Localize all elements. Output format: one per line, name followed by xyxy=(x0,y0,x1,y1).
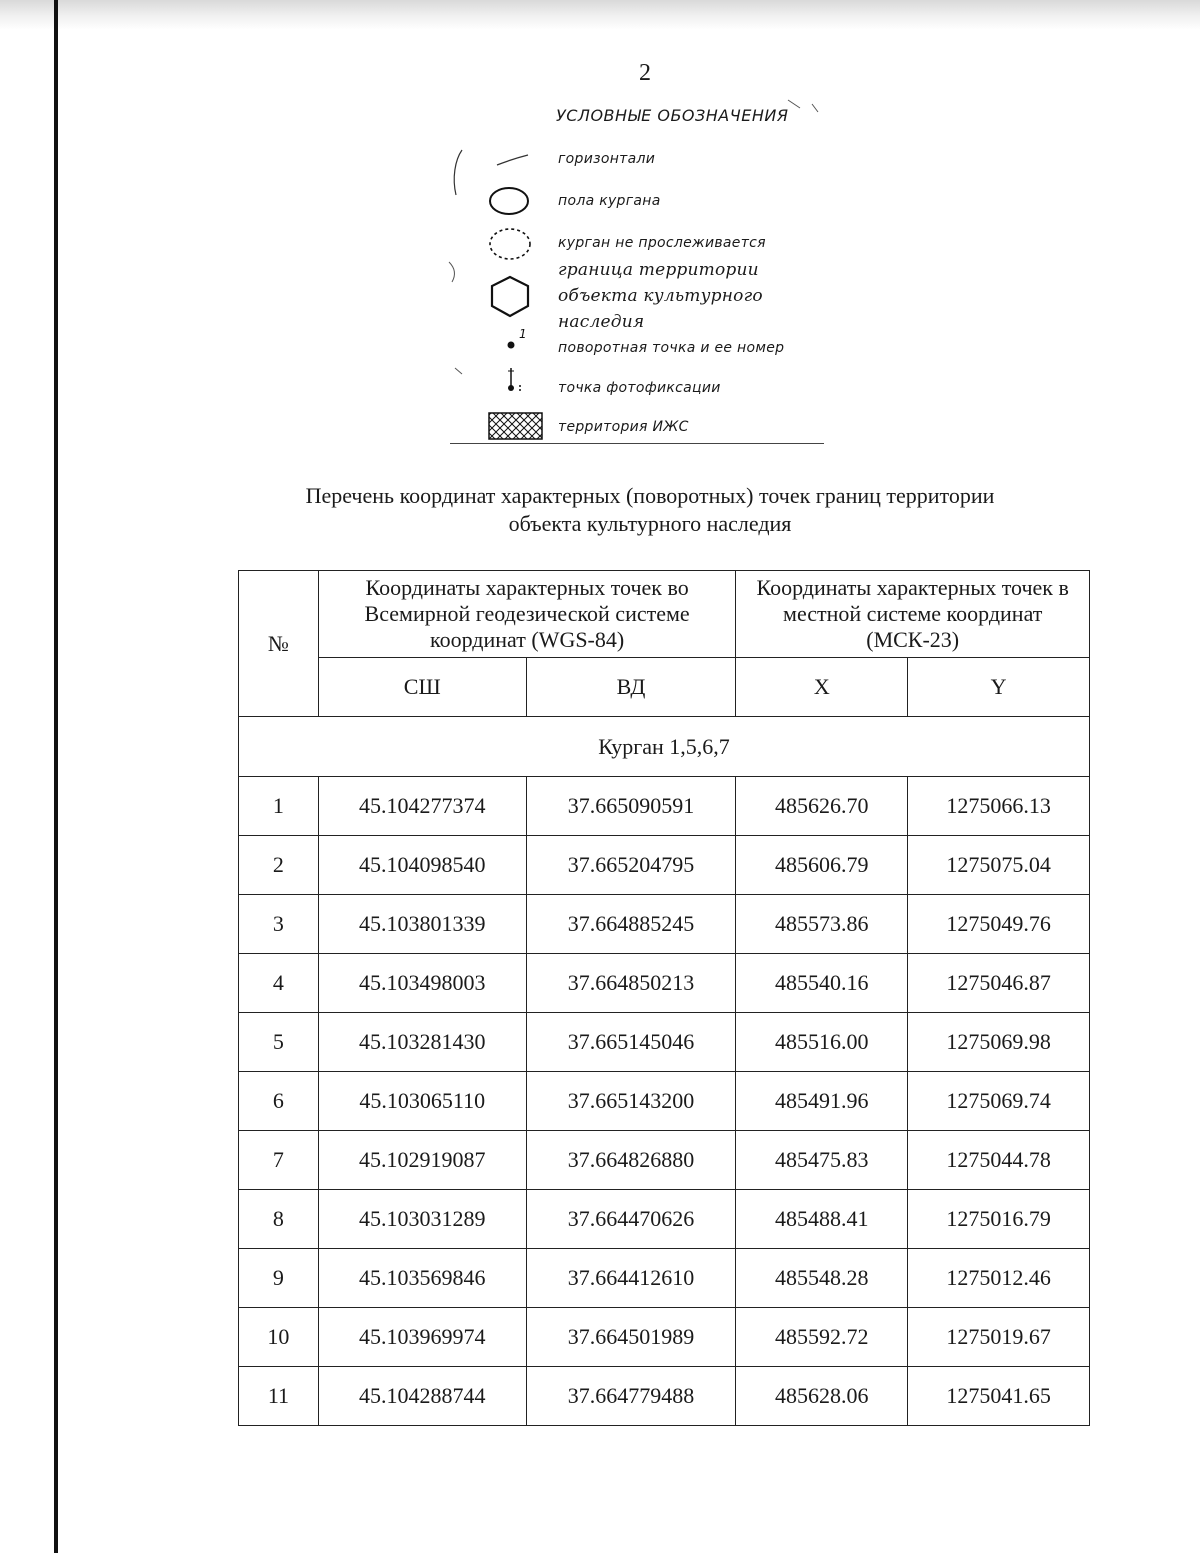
cell-x: 485491.96 xyxy=(736,1072,908,1131)
legend-label-turning-point: поворотная точка и ее номер xyxy=(558,340,785,356)
legend-label-boundary-line2: объекта культурного xyxy=(558,286,763,306)
cell-lon: 37.664885245 xyxy=(526,895,736,954)
cell-no: 7 xyxy=(239,1131,319,1190)
cell-lat: 45.103969974 xyxy=(318,1308,526,1367)
table-row xyxy=(239,1249,1090,1308)
section-label: Курган 1,5,6,7 xyxy=(239,717,1090,777)
cell-y: 1275066.13 xyxy=(908,777,1090,836)
hexagon-icon xyxy=(492,277,528,316)
turning-point-icon xyxy=(508,327,527,349)
table-row xyxy=(239,1131,1090,1190)
cell-x: 485628.06 xyxy=(736,1367,908,1426)
cell-x: 485606.79 xyxy=(736,836,908,895)
table-body xyxy=(239,717,1090,1426)
dashed-ellipse-icon xyxy=(490,229,530,259)
table-row xyxy=(239,1190,1090,1249)
header-x: X xyxy=(736,658,908,717)
cell-lat: 45.104098540 xyxy=(318,836,526,895)
cell-lon: 37.665090591 xyxy=(526,777,736,836)
header-wgs84-group: Координаты характерных точек во Всемирной геодезической системе координат (WGS-84) xyxy=(318,571,736,658)
legend-label-mound-not-traced: курган не прослеживается xyxy=(558,235,766,251)
ellipse-icon xyxy=(490,188,528,214)
cell-no: 4 xyxy=(239,954,319,1013)
table-row xyxy=(239,836,1090,895)
cell-lat: 45.103281430 xyxy=(318,1013,526,1072)
cell-y: 1275049.76 xyxy=(908,895,1090,954)
cell-lat: 45.103065110 xyxy=(318,1072,526,1131)
table-row xyxy=(239,954,1090,1013)
cell-no: 1 xyxy=(239,777,319,836)
header-msk23-group: Координаты характерных точек в местной системе координат (МСК-23) xyxy=(736,571,1090,658)
cell-y: 1275019.67 xyxy=(908,1308,1090,1367)
cell-no: 8 xyxy=(239,1190,319,1249)
cell-lon: 37.664850213 xyxy=(526,954,736,1013)
cell-y: 1275012.46 xyxy=(908,1249,1090,1308)
cell-lat: 45.103031289 xyxy=(318,1190,526,1249)
cell-x: 485540.16 xyxy=(736,954,908,1013)
cell-lat: 45.103498003 xyxy=(318,954,526,1013)
cell-y: 1275044.78 xyxy=(908,1131,1090,1190)
page-number: 2 xyxy=(639,60,651,86)
cell-no: 6 xyxy=(239,1072,319,1131)
cell-y: 1275075.04 xyxy=(908,836,1090,895)
legend-divider xyxy=(450,443,824,444)
legend-title: УСЛОВНЫЕ ОБОЗНАЧЕНИЯ xyxy=(556,106,789,125)
cell-lat: 45.103801339 xyxy=(318,895,526,954)
cell-y: 1275069.98 xyxy=(908,1013,1090,1072)
legend-label-boundary-line1: граница территории xyxy=(558,260,759,280)
cell-x: 485548.28 xyxy=(736,1249,908,1308)
table-row xyxy=(239,1367,1090,1426)
cell-y: 1275069.74 xyxy=(908,1072,1090,1131)
legend-label-photo-point: точка фотофиксации xyxy=(558,380,721,396)
cell-no: 3 xyxy=(239,895,319,954)
svg-text:1: 1 xyxy=(519,327,527,341)
cell-lat: 45.102919087 xyxy=(318,1131,526,1190)
coordinates-table xyxy=(238,570,1090,1426)
cell-x: 485475.83 xyxy=(736,1131,908,1190)
cell-lon: 37.664826880 xyxy=(526,1131,736,1190)
cell-x: 485516.00 xyxy=(736,1013,908,1072)
cell-y: 1275041.65 xyxy=(908,1367,1090,1426)
section-heading xyxy=(200,482,1100,538)
photo-point-icon xyxy=(508,368,521,391)
cell-lon: 37.665145046 xyxy=(526,1013,736,1072)
legend-label-ihs-territory: территория ИЖС xyxy=(558,419,689,435)
cell-lon: 37.664470626 xyxy=(526,1190,736,1249)
table-row xyxy=(239,777,1090,836)
header-number: № xyxy=(239,571,319,717)
cell-no: 9 xyxy=(239,1249,319,1308)
header-latitude: СШ xyxy=(318,658,526,717)
cell-x: 485488.41 xyxy=(736,1190,908,1249)
cell-x: 485592.72 xyxy=(736,1308,908,1367)
cell-lon: 37.665204795 xyxy=(526,836,736,895)
header-longitude: ВД xyxy=(526,658,736,717)
table-row xyxy=(239,1013,1090,1072)
cell-no: 10 xyxy=(239,1308,319,1367)
cell-x: 485626.70 xyxy=(736,777,908,836)
heading-line-1: Перечень координат характерных (поворотных) точек границ территории xyxy=(305,483,995,508)
cell-lat: 45.104277374 xyxy=(318,777,526,836)
legend-label-mound-floor: пола кургана xyxy=(558,193,661,209)
cell-x: 485573.86 xyxy=(736,895,908,954)
heading-line-2: объекта культурного наследия xyxy=(508,511,792,536)
crosshatch-icon xyxy=(489,413,542,439)
cell-no: 5 xyxy=(239,1013,319,1072)
cell-y: 1275016.79 xyxy=(908,1190,1090,1249)
cell-no: 11 xyxy=(239,1367,319,1426)
cell-lat: 45.103569846 xyxy=(318,1249,526,1308)
table-row xyxy=(239,895,1090,954)
legend-label-boundary-line3: наследия xyxy=(558,312,645,332)
cell-lon: 37.664779488 xyxy=(526,1367,736,1426)
cell-lon: 37.665143200 xyxy=(526,1072,736,1131)
cell-lon: 37.664412610 xyxy=(526,1249,736,1308)
cell-lat: 45.104288744 xyxy=(318,1367,526,1426)
legend-label-contours: горизонтали xyxy=(558,151,656,167)
table-row xyxy=(239,1072,1090,1131)
cell-lon: 37.664501989 xyxy=(526,1308,736,1367)
header-y: Y xyxy=(908,658,1090,717)
cell-no: 2 xyxy=(239,836,319,895)
cell-y: 1275046.87 xyxy=(908,954,1090,1013)
table-row xyxy=(239,1308,1090,1367)
legend xyxy=(0,0,1200,460)
